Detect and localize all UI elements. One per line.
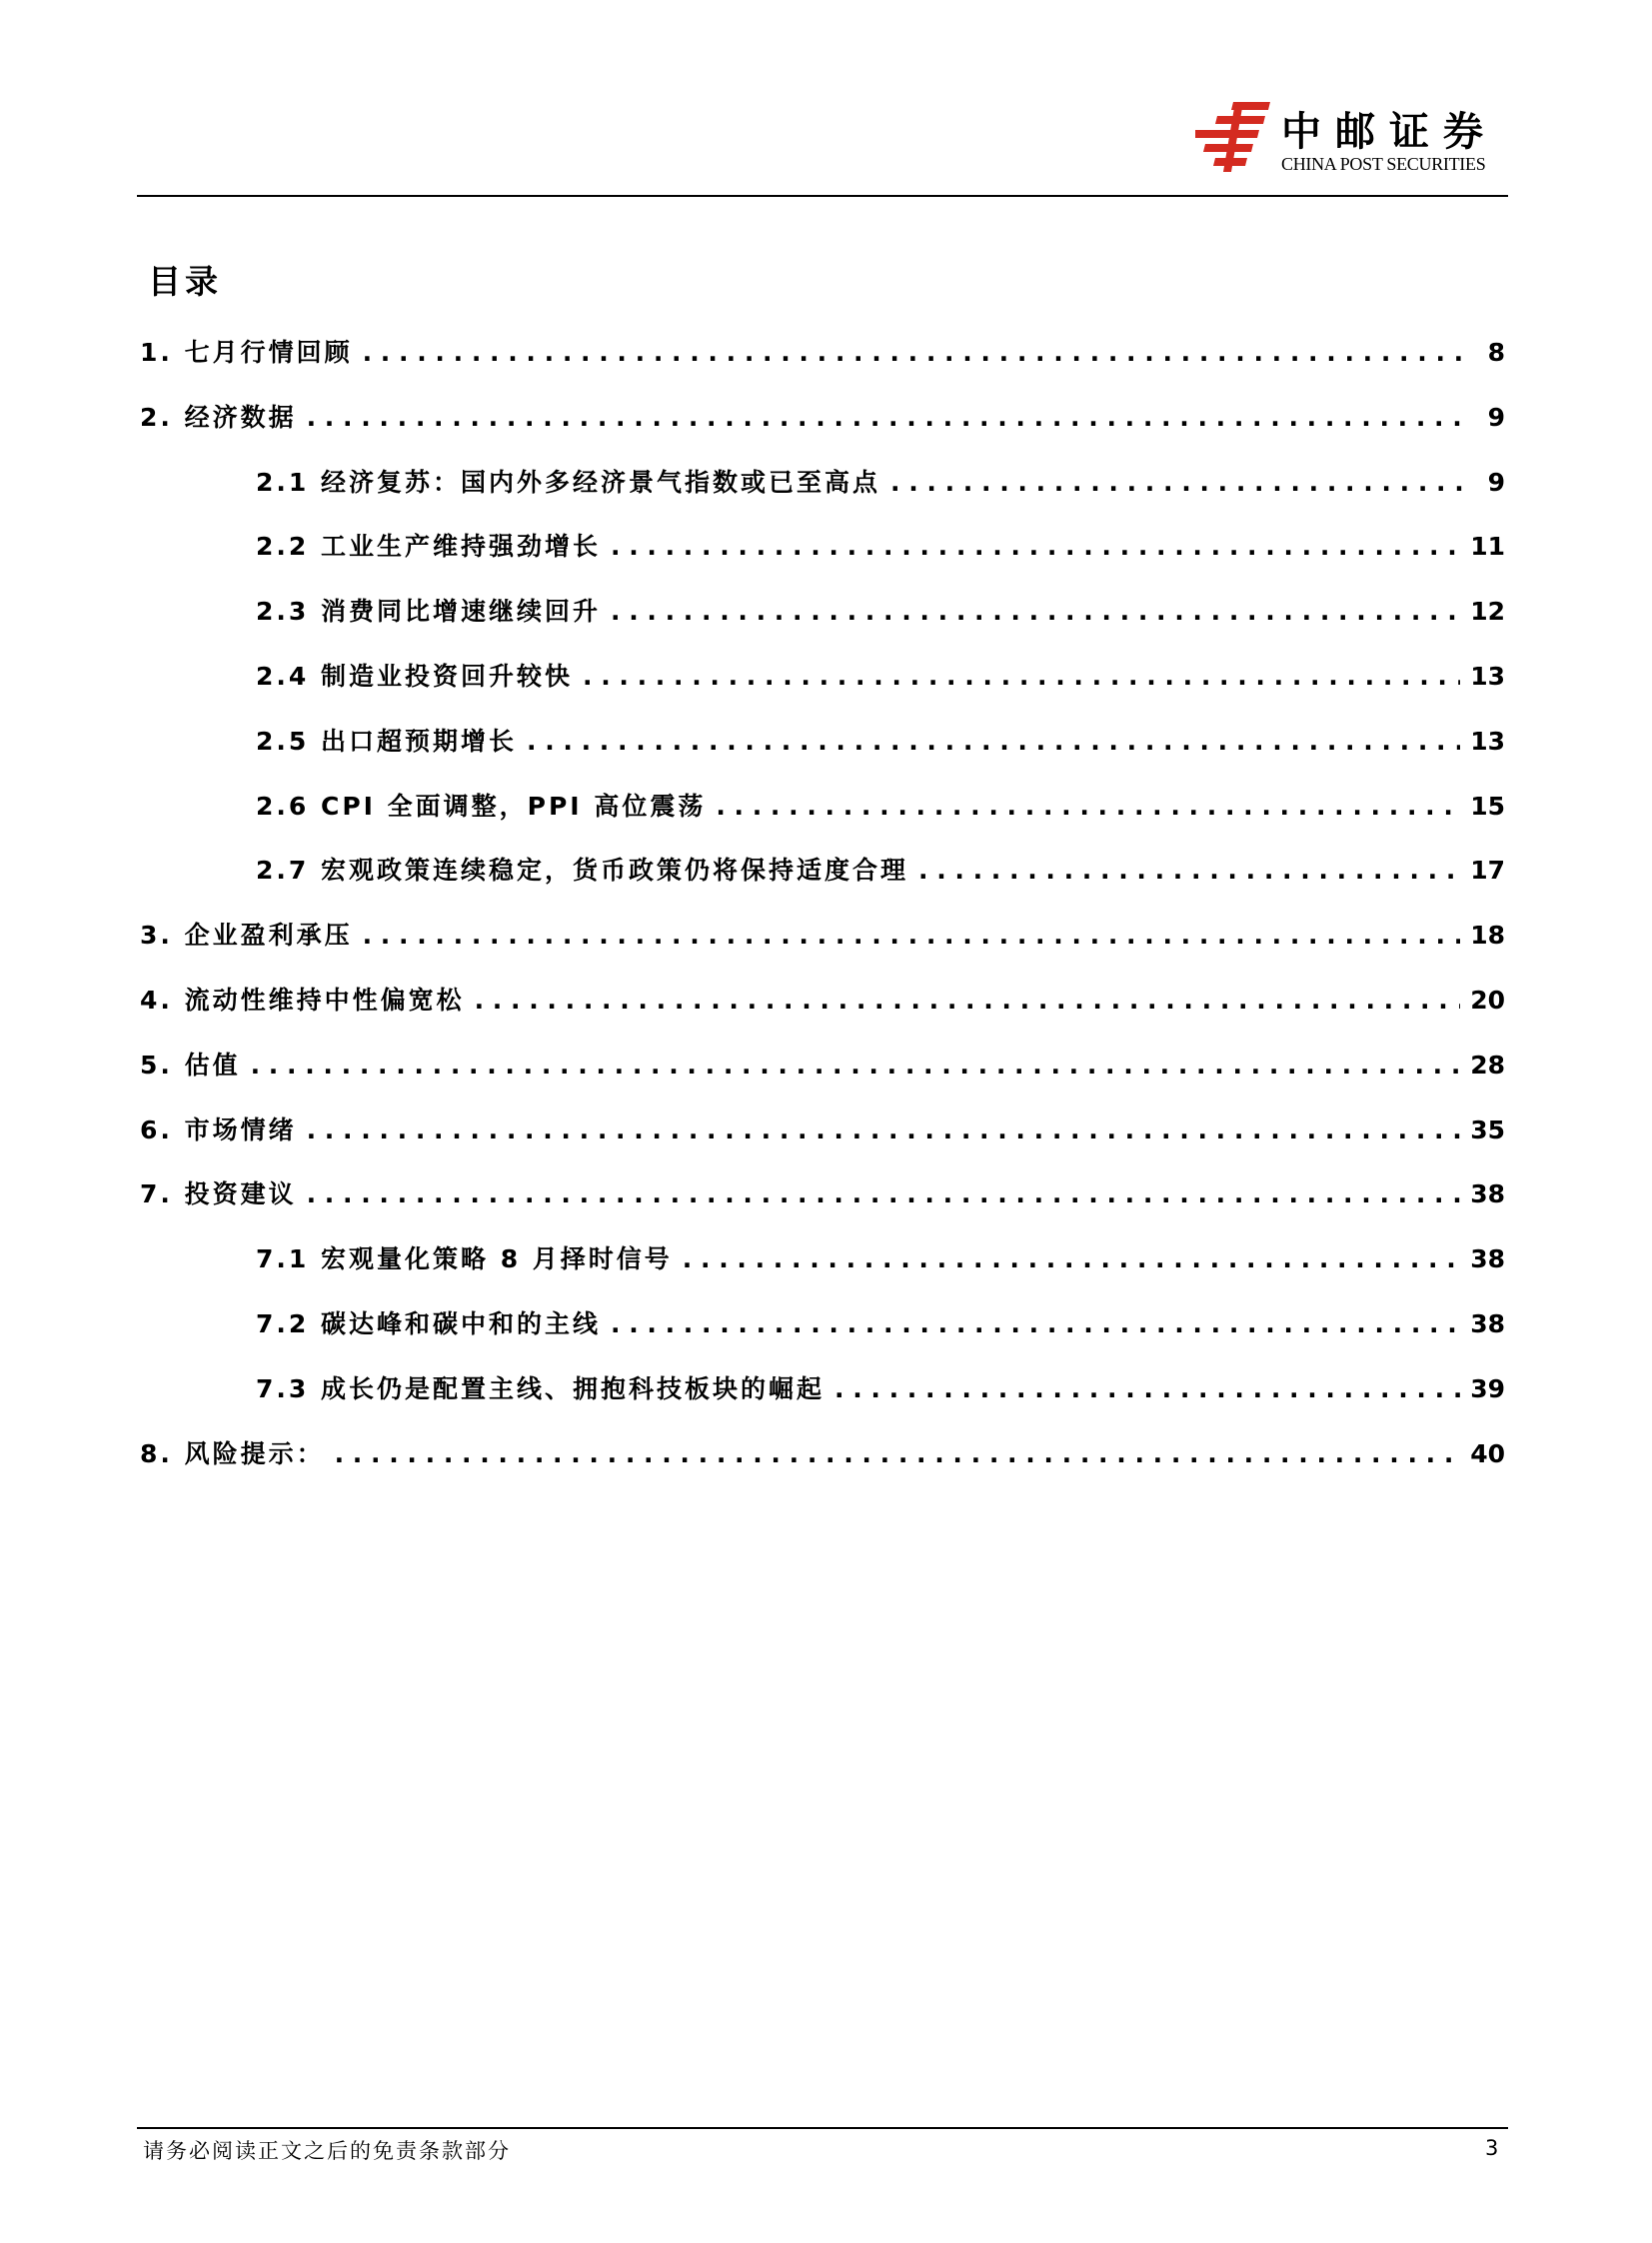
toc-dot-leader xyxy=(834,1374,1460,1403)
toc-dot-leader xyxy=(890,468,1471,497)
toc-entry-label[interactable]: 7.2 碳达峰和碳中和的主线 xyxy=(256,1308,601,1338)
toc-entry[interactable] xyxy=(140,981,1505,1046)
toc-entry-page[interactable]: 11 xyxy=(1470,532,1505,562)
toc-entry[interactable] xyxy=(140,592,1505,657)
toc-entry[interactable] xyxy=(140,657,1505,722)
china-post-logo-icon xyxy=(1195,102,1270,172)
toc-dot-leader xyxy=(583,662,1460,691)
toc-dot-leader xyxy=(716,792,1460,821)
toc-entry-page[interactable]: 18 xyxy=(1470,921,1505,951)
toc-entry[interactable] xyxy=(140,1046,1505,1111)
toc-entry-label[interactable]: 5. 估值 xyxy=(140,1050,241,1080)
toc-dot-leader xyxy=(683,1244,1460,1273)
toc-entry-page[interactable]: 13 xyxy=(1470,661,1505,691)
toc-entry-page[interactable]: 40 xyxy=(1470,1438,1505,1468)
toc-entry-label[interactable]: 2.5 出口超预期增长 xyxy=(256,726,517,756)
toc-entry-label[interactable]: 2.3 消费同比增速继续回升 xyxy=(256,597,601,627)
toc-entry[interactable] xyxy=(140,1304,1505,1369)
toc-entry-label[interactable]: 7.3 成长仍是配置主线、拥抱科技板块的崛起 xyxy=(256,1373,825,1403)
footer-page-number: 3 xyxy=(1485,2136,1499,2160)
toc-entry-label[interactable]: 7. 投资建议 xyxy=(140,1179,297,1209)
toc-entry-page[interactable]: 38 xyxy=(1470,1179,1505,1209)
toc-entry[interactable] xyxy=(140,1239,1505,1304)
toc-entry-page[interactable]: 9 xyxy=(1487,467,1505,497)
table-of-contents xyxy=(140,333,1505,1498)
toc-entry-label[interactable]: 2.7 宏观政策连续稳定，货币政策仍将保持适度合理 xyxy=(256,856,908,886)
toc-dot-leader xyxy=(251,1051,1461,1080)
toc-entry-page[interactable]: 9 xyxy=(1487,402,1505,432)
toc-dot-leader xyxy=(307,1116,1461,1144)
toc-dot-leader xyxy=(611,597,1460,626)
toc-dot-leader xyxy=(335,1439,1461,1468)
toc-entry-page[interactable]: 20 xyxy=(1470,985,1505,1015)
toc-entry[interactable] xyxy=(140,787,1505,852)
toc-entry-page[interactable]: 35 xyxy=(1470,1115,1505,1144)
header-divider xyxy=(137,195,1508,197)
toc-entry-page[interactable]: 15 xyxy=(1470,791,1505,821)
toc-dot-leader xyxy=(363,921,1461,950)
toc-entry-page[interactable]: 8 xyxy=(1487,338,1505,367)
toc-entry-page[interactable]: 38 xyxy=(1470,1244,1505,1274)
toc-entry-page[interactable]: 13 xyxy=(1470,726,1505,756)
toc-entry[interactable] xyxy=(140,333,1505,398)
toc-entry[interactable] xyxy=(140,463,1505,528)
toc-dot-leader xyxy=(527,727,1460,756)
toc-entry[interactable] xyxy=(140,398,1505,463)
toc-entry[interactable] xyxy=(140,722,1505,787)
toc-entry-label[interactable]: 3. 企业盈利承压 xyxy=(140,921,353,951)
toc-entry-page[interactable]: 38 xyxy=(1470,1308,1505,1338)
toc-entry-label[interactable]: 2.6 CPI 全面调整，PPI 高位震荡 xyxy=(256,791,707,821)
toc-entry-label[interactable]: 2.4 制造业投资回升较快 xyxy=(256,661,573,691)
toc-title: 目录 xyxy=(148,262,222,301)
toc-dot-leader xyxy=(307,403,1471,432)
toc-entry[interactable] xyxy=(140,851,1505,916)
toc-entry[interactable] xyxy=(140,916,1505,981)
toc-entry-label[interactable]: 1. 七月行情回顾 xyxy=(140,338,353,367)
footer-divider xyxy=(137,2127,1508,2129)
toc-entry-label[interactable]: 2.2 工业生产维持强劲增长 xyxy=(256,532,601,562)
footer-disclaimer: 请务必阅读正文之后的免责条款部分 xyxy=(143,2139,511,2163)
toc-entry[interactable] xyxy=(140,527,1505,592)
logo-chinese-name: 中邮证券 xyxy=(1281,108,1497,155)
toc-entry-label[interactable]: 2.1 经济复苏：国内外多经济景气指数或已至高点 xyxy=(256,467,880,497)
toc-dot-leader xyxy=(475,986,1461,1015)
toc-entry[interactable] xyxy=(140,1369,1505,1434)
toc-entry-page[interactable]: 28 xyxy=(1470,1050,1505,1080)
toc-entry[interactable] xyxy=(140,1434,1505,1499)
toc-dot-leader xyxy=(363,338,1471,367)
toc-dot-leader xyxy=(611,1309,1460,1338)
toc-entry-page[interactable]: 12 xyxy=(1470,597,1505,627)
logo-english-name: CHINA POST SECURITIES xyxy=(1281,154,1486,174)
toc-dot-leader xyxy=(307,1179,1461,1208)
toc-entry-label[interactable]: 7.1 宏观量化策略 8 月择时信号 xyxy=(256,1244,673,1274)
toc-entry[interactable] xyxy=(140,1111,1505,1175)
toc-entry-label[interactable]: 6. 市场情绪 xyxy=(140,1115,297,1144)
toc-entry-label[interactable]: 4. 流动性维持中性偏宽松 xyxy=(140,985,465,1015)
toc-entry[interactable] xyxy=(140,1174,1505,1239)
toc-dot-leader xyxy=(611,532,1460,561)
toc-entry-page[interactable]: 39 xyxy=(1470,1373,1505,1403)
toc-entry-page[interactable]: 17 xyxy=(1470,856,1505,886)
company-logo xyxy=(1195,100,1505,178)
toc-entry-label[interactable]: 2. 经济数据 xyxy=(140,402,297,432)
toc-dot-leader xyxy=(918,856,1460,885)
toc-entry-label[interactable]: 8. 风险提示： xyxy=(140,1438,325,1468)
